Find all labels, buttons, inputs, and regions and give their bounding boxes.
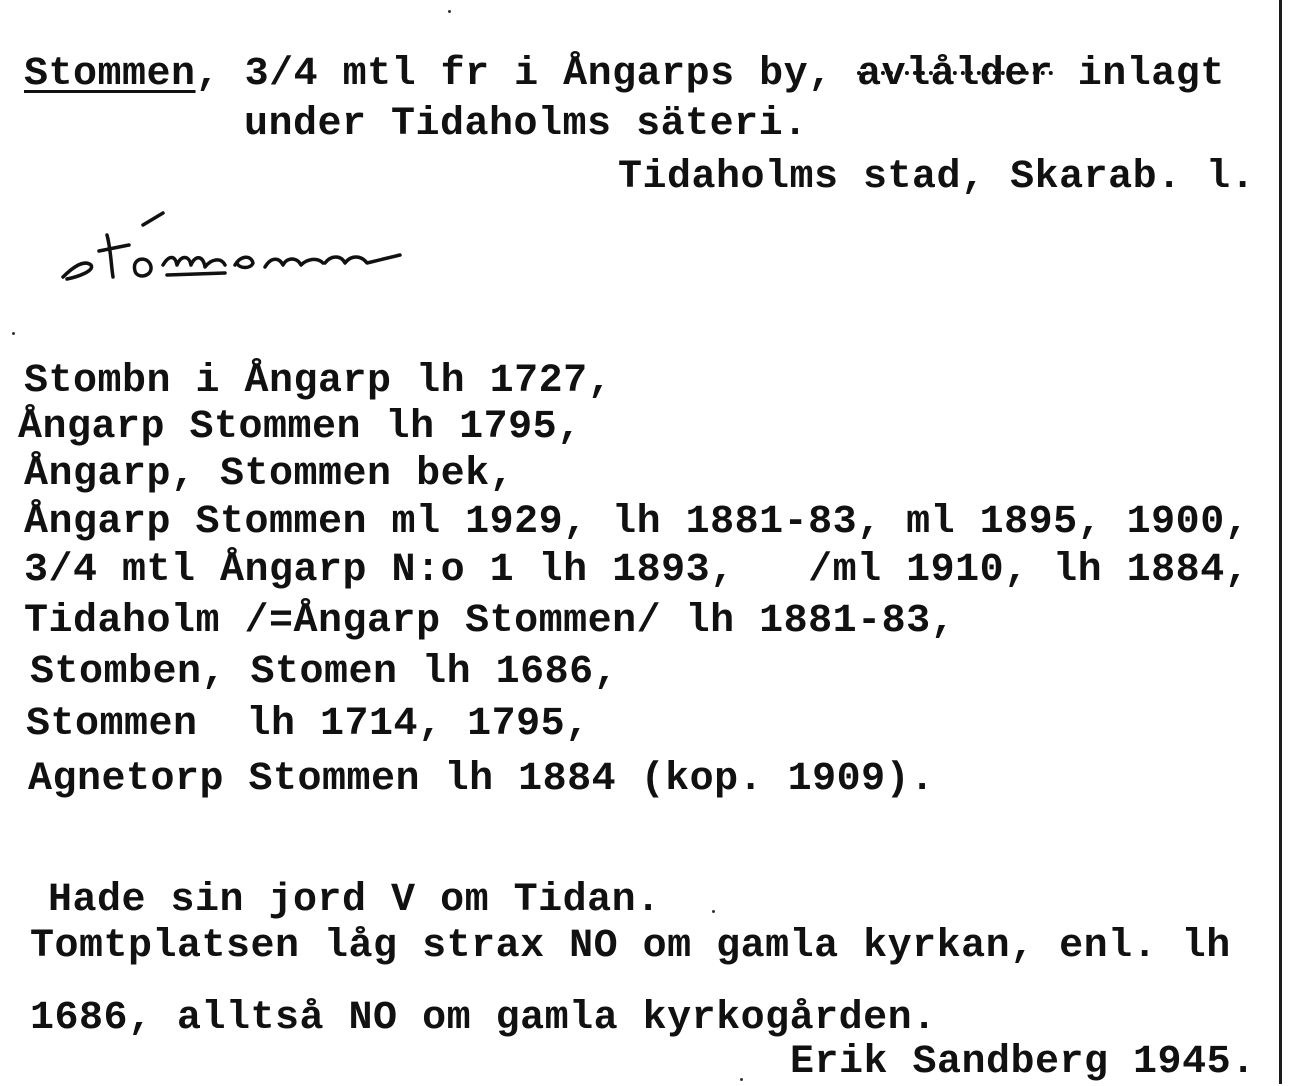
- entry-line: Ångarp, Stommen bek,: [24, 452, 515, 497]
- card-edge: [1279, 0, 1282, 1084]
- scan-speck: [740, 1078, 743, 1081]
- entry-line: Tidaholm /=Ångarp Stommen/ lh 1881-83,: [24, 599, 956, 644]
- entry-line: Ångarp Stommen lh 1795,: [18, 405, 582, 450]
- entry-line: Stombn i Ångarp lh 1727,: [24, 359, 613, 404]
- entry-line: Stomben, Stomen lh 1686,: [30, 650, 619, 695]
- entry-line: 3/4 mtl Ångarp N:o 1 lh 1893, /ml 1910, lh 1884,: [24, 548, 1250, 593]
- heading-description-end: inlagt: [1053, 52, 1225, 97]
- heading-comma: ,: [195, 52, 221, 97]
- note-line: Hade sin jord V om Tidan.: [48, 878, 661, 923]
- entry-line: Ångarp Stommen ml 1929, lh 1881-83, ml 1895, 1900,: [24, 500, 1250, 545]
- heading-line-2: under Tidaholms säteri.: [244, 102, 808, 147]
- note-line: 1686, alltså NO om gamla kyrkogården.: [30, 996, 937, 1041]
- scan-speck: [448, 10, 451, 13]
- heading-description: 3/4 mtl fr i Ångarps by,: [244, 52, 858, 97]
- heading-line: [24, 52, 1225, 98]
- struck-word: avlålder: [857, 52, 1054, 97]
- entry-line: Stommen lh 1714, 1795,: [26, 702, 590, 747]
- handwritten-annotation: [55, 205, 415, 290]
- signature: Erik Sandberg 1945.: [790, 1040, 1256, 1085]
- location-line: Tidaholms stad, Skarab. l.: [618, 155, 1256, 200]
- scan-speck: [12, 332, 15, 335]
- place-name: Stommen: [24, 52, 196, 97]
- note-line: Tomtplatsen låg strax NO om gamla kyrkan, enl. lh: [30, 924, 1231, 969]
- entry-line: Agnetorp Stommen lh 1884 (kop. 1909).: [28, 757, 935, 802]
- scan-speck: [712, 910, 715, 913]
